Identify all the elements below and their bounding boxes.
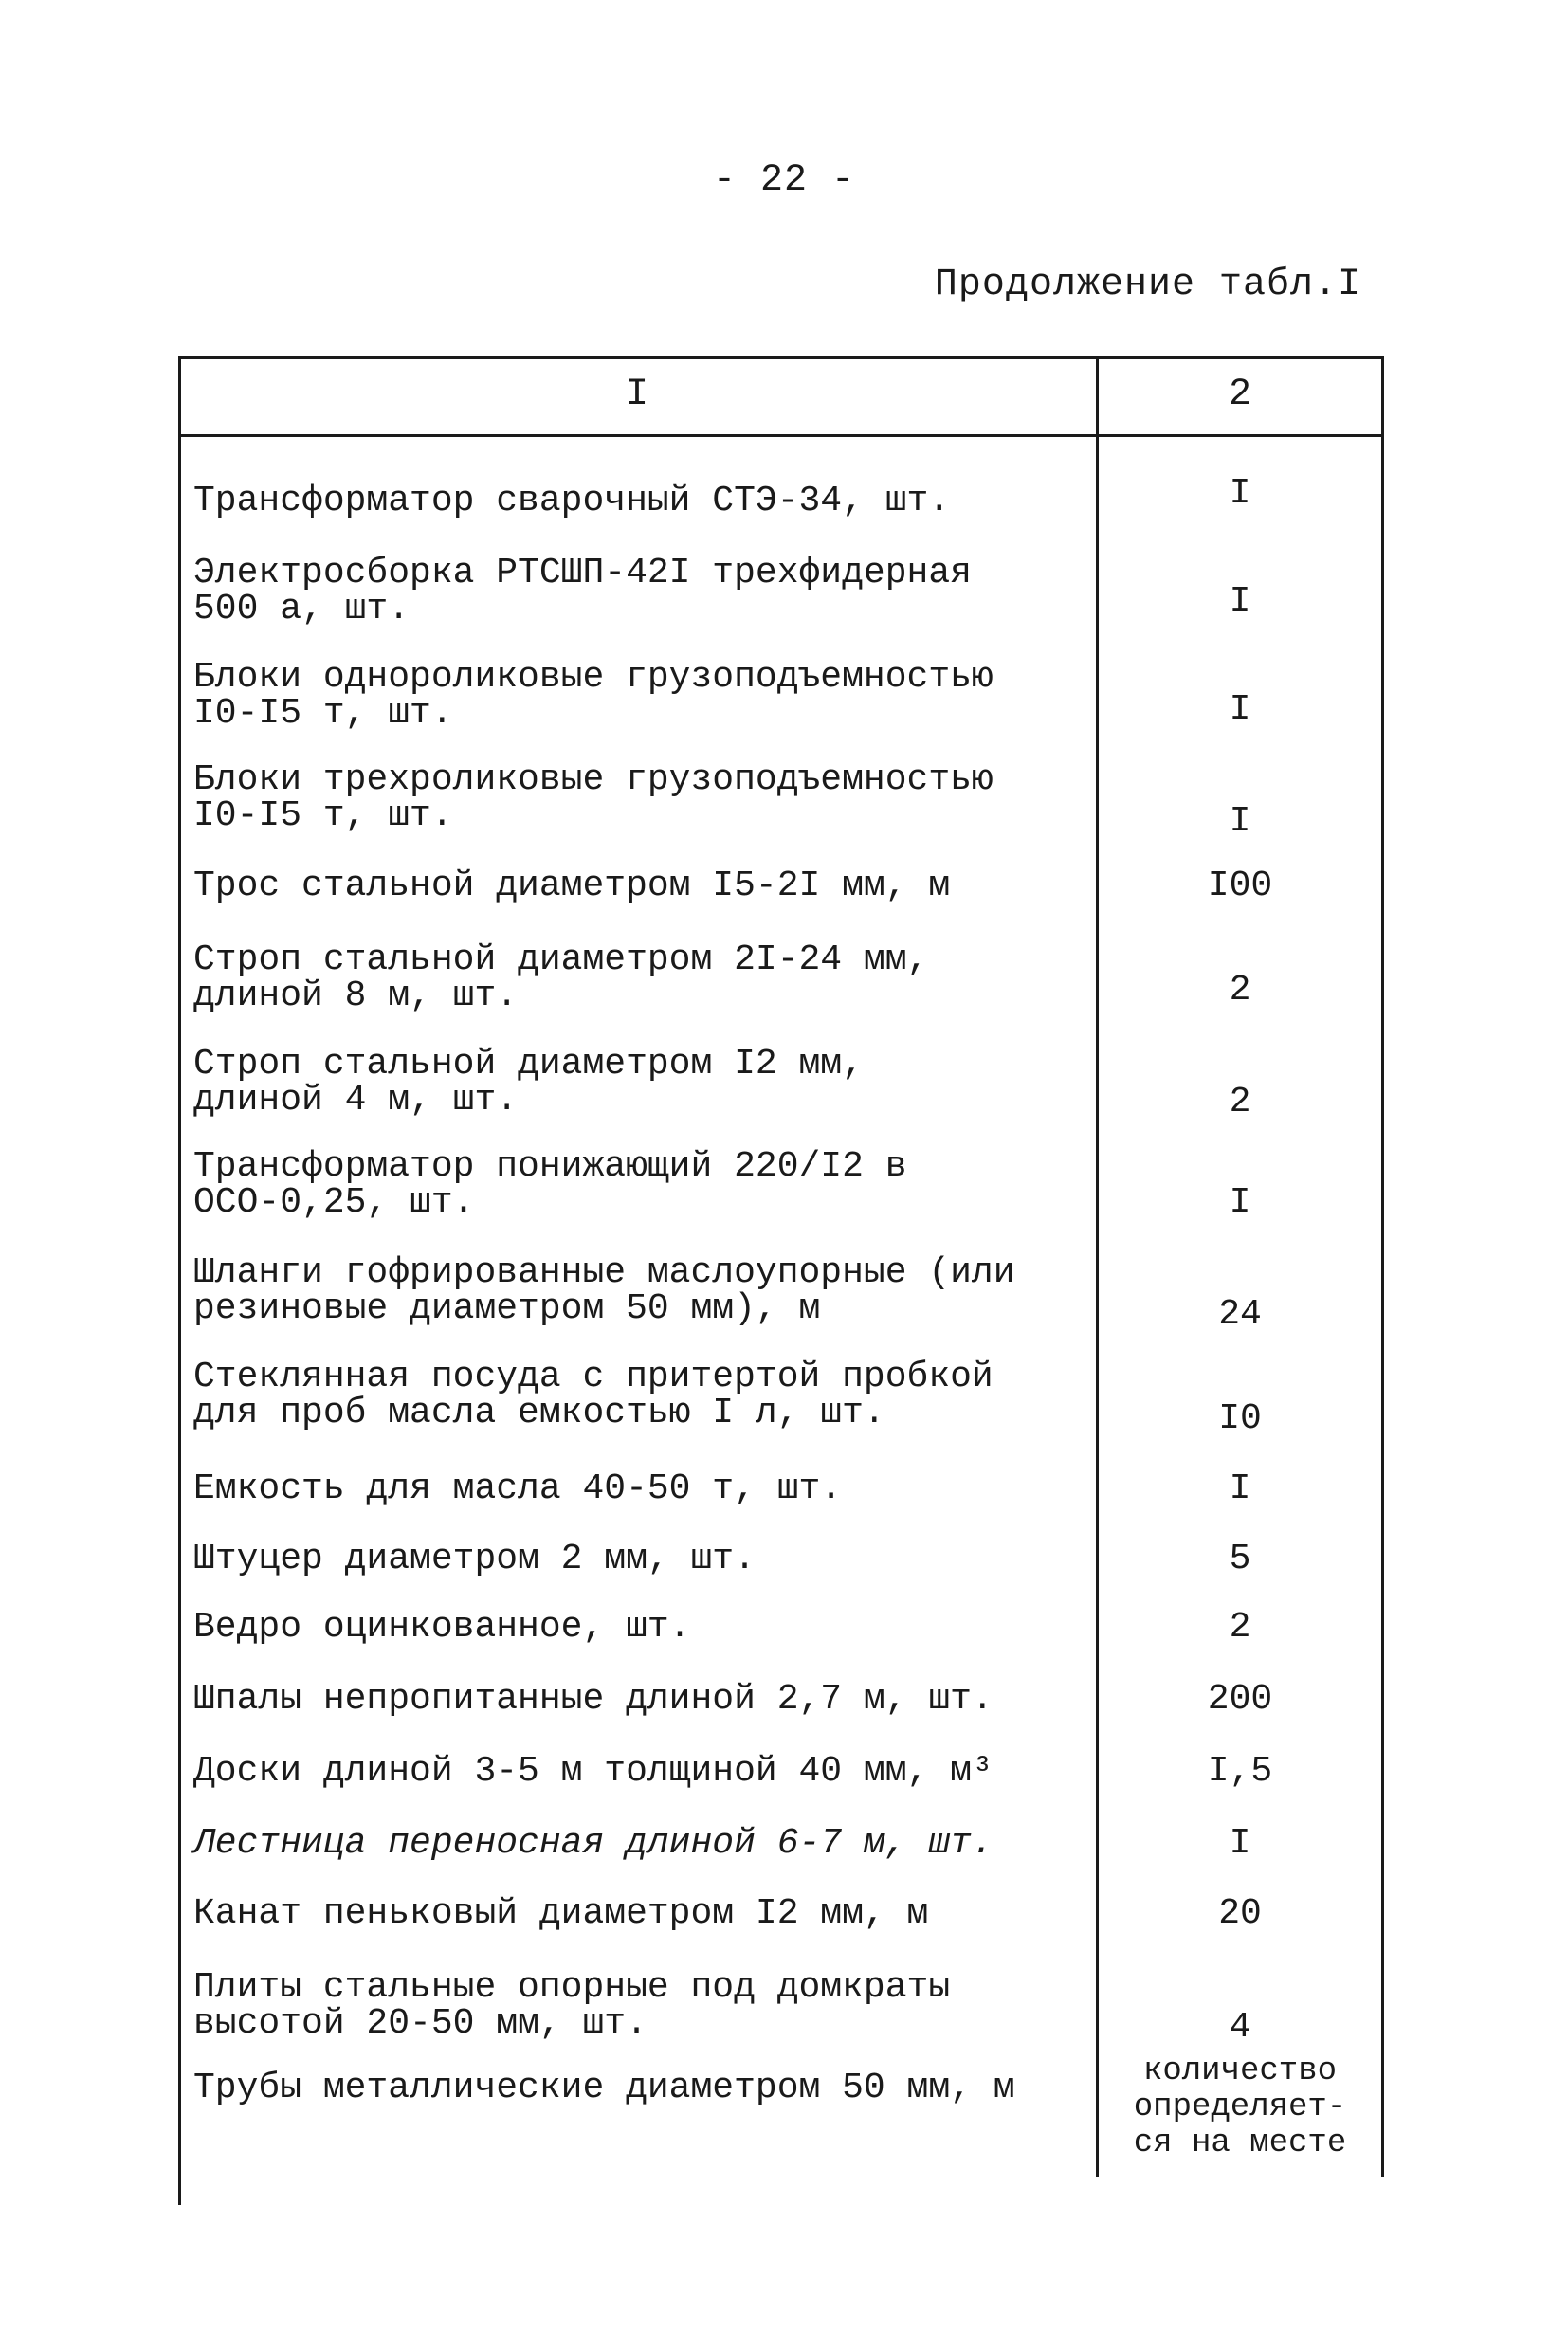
item-quantity: 2 (1229, 1607, 1251, 1648)
item-name: Шпалы непропитанные длиной 2,7 м, шт. (193, 1679, 994, 1720)
item-name: Трансформатор сварочный СТЭ-34, шт. (193, 481, 951, 521)
table-right-border (1381, 356, 1384, 2177)
item-name: Плиты стальные опорные под домкраты высотой 20-50 мм, шт. (193, 1967, 951, 2044)
item-quantity-note: количество определяет- ся на месте (1133, 2053, 1347, 2161)
item-quantity: I (1229, 689, 1251, 730)
item-name: Блоки трехроликовые грузоподъемностью I0-I5 т, шт. (193, 759, 994, 836)
item-name: Штуцер диаметром 2 мм, шт. (193, 1539, 756, 1579)
item-quantity: 5 (1229, 1539, 1251, 1579)
item-quantity: I0 (1218, 1398, 1262, 1439)
item-quantity: I (1229, 473, 1251, 514)
item-name: Трансформатор понижающий 220/I2 в ОСО-0,25, шт. (193, 1146, 907, 1223)
column-header-1: I (625, 374, 648, 416)
item-quantity: 20 (1218, 1893, 1262, 1934)
table-left-border (178, 356, 181, 2205)
item-quantity: I (1229, 581, 1251, 622)
item-quantity: I (1229, 1468, 1251, 1509)
item-name: Стеклянная посуда с притертой пробкой для проб масла емкостью I л, шт. (193, 1357, 994, 1433)
item-name: Электросборка РТСШП-42I трехфидерная 500 а, шт. (193, 553, 972, 629)
item-name: Строп стальной диаметром 2I-24 мм, длиной 8 м, шт. (193, 939, 929, 1016)
column-header-2: 2 (1228, 374, 1251, 416)
equipment-table (178, 356, 1384, 2205)
item-quantity: 24 (1218, 1294, 1262, 1335)
item-quantity: 2 (1229, 1082, 1251, 1122)
item-quantity: I (1229, 1823, 1251, 1864)
item-name: Шланги гофрированные маслоупорные (или резиновые диаметром 50 мм), м (193, 1252, 1015, 1329)
item-name: Трос стальной диаметром I5-2I мм, м (193, 866, 951, 906)
item-name: Канат пеньковый диаметром I2 мм, м (193, 1893, 929, 1934)
item-quantity: 4 (1229, 2007, 1251, 2048)
table-header-divider (178, 434, 1384, 437)
item-quantity: I (1229, 801, 1251, 842)
item-name: Строп стальной диаметром I2 мм, длиной 4 м, шт. (193, 1044, 864, 1121)
item-quantity: I (1229, 1182, 1251, 1223)
page-number: - 22 - (712, 159, 856, 202)
item-quantity: I,5 (1207, 1751, 1273, 1792)
item-quantity: 200 (1207, 1679, 1273, 1720)
item-name: Трубы металлические диаметром 50 мм, м (193, 2068, 1015, 2108)
item-name: Емкость для масла 40-50 т, шт. (193, 1468, 843, 1509)
item-quantity: I00 (1207, 866, 1273, 906)
item-quantity: 2 (1229, 970, 1251, 1011)
item-name: Лестница переносная длиной 6-7 м, шт. (193, 1823, 994, 1864)
item-name: Доски длиной 3-5 м толщиной 40 мм, м³ (193, 1751, 994, 1792)
item-name: Блоки однороликовые грузоподъемностью I0-I5 т, шт. (193, 657, 994, 734)
item-name: Ведро оцинкованное, шт. (193, 1607, 691, 1648)
table-continuation-caption: Продолжение табл.I (934, 264, 1361, 306)
